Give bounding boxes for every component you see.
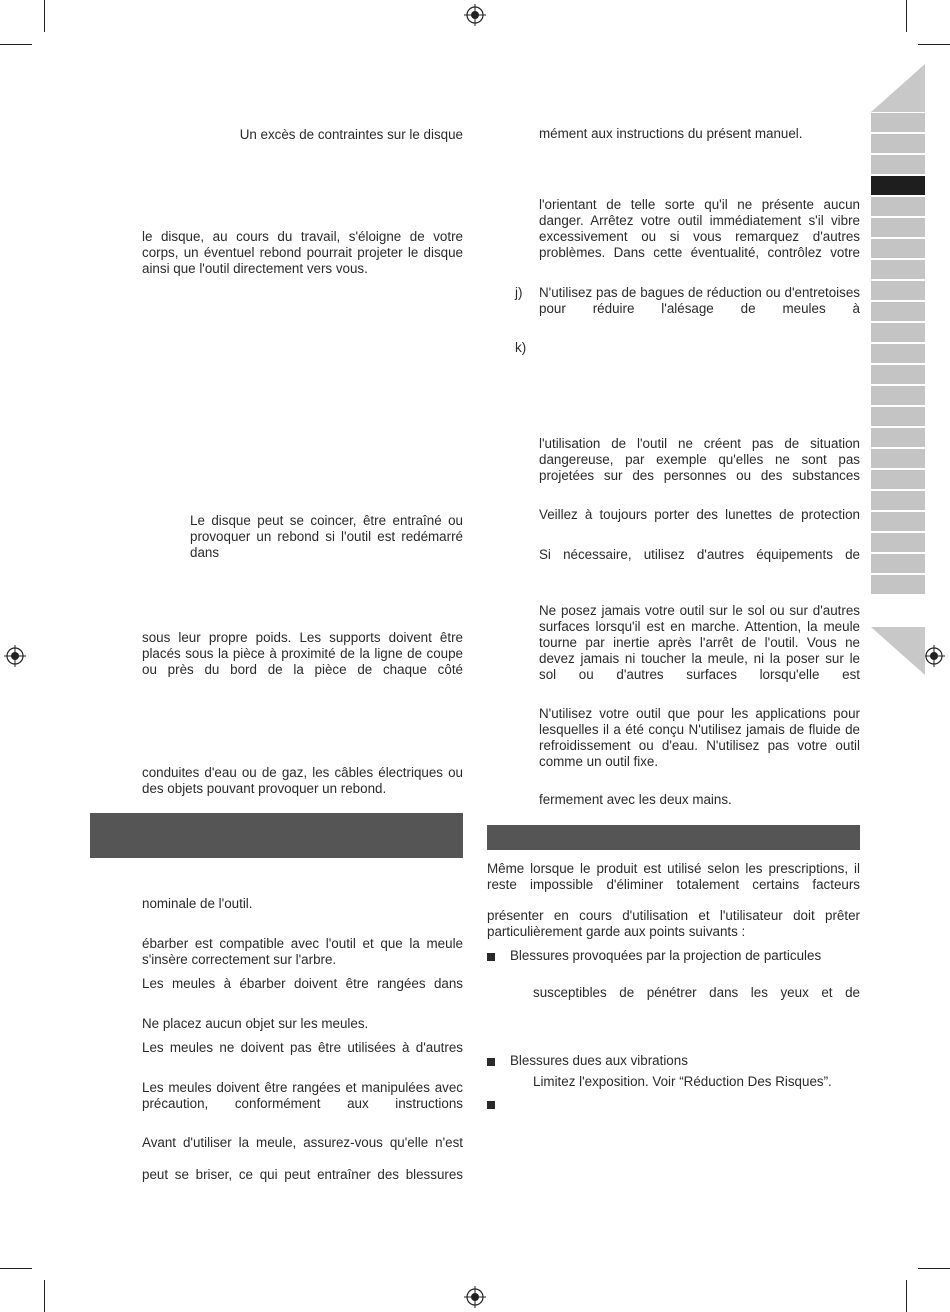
paragraph: Les meules à ébarber doivent être rangées dans: [142, 976, 463, 991]
side-tab: [871, 113, 925, 132]
paragraph: Les meules ne doivent pas être utilisées à d'autres: [142, 1040, 463, 1055]
bullet-sub-item: Limitez l'exposition. Voir “Réduction Des Risques”.: [533, 1074, 832, 1089]
paragraph: le disque, au cours du travail, s'éloigne de votre corps, un éventuel rebond pourrait projeter le disque ainsi que l'outil directement vers vous.: [142, 229, 463, 276]
side-tab: [871, 302, 925, 321]
bullet-square-icon: [487, 1101, 495, 1109]
side-tab: [871, 386, 925, 405]
list-label-j: j): [515, 285, 523, 300]
paragraph: N'utilisez pas de bagues de réduction ou d'entretoises pour réduire l'alésage de meules à: [539, 285, 860, 316]
crop-mark: [906, 0, 907, 32]
crop-mark: [44, 1280, 45, 1312]
paragraph: sous leur propre poids. Les supports doivent être placés sous la pièce à proximité de la ligne de coupe ou près du bord de la pièce de chaque côté: [142, 630, 463, 677]
paragraph: Veillez à toujours porter des lunettes de protection: [539, 507, 860, 522]
bullet-square-icon: [487, 1058, 495, 1066]
side-tab: [871, 218, 925, 237]
paragraph: peut se briser, ce qui peut entraîner des blessures: [142, 1167, 463, 1182]
paragraph: l'utilisation de l'outil ne créent pas de situation dangereuse, par exemple qu'elles ne sont pas projetées sur des personnes ou des substances: [539, 436, 860, 483]
side-language-tabs: [871, 113, 925, 596]
bullet-item: Blessures dues aux vibrations: [510, 1053, 688, 1068]
side-tab: [871, 533, 925, 552]
bullet-item: Blessures provoquées par la projection de particules: [510, 948, 822, 963]
side-tab: [871, 512, 925, 531]
crop-mark: [0, 44, 32, 45]
side-tab: [871, 281, 925, 300]
paragraph: Ne posez jamais votre outil sur le sol ou sur d'autres surfaces lorsqu'il est en marche. Attention, la meule tourne par inertie après l'arrêt de l'outil. Vous ne devez jamais ni toucher la meule, ni la poser sur le sol ou d'autres surfaces lorsqu'elle est: [539, 603, 860, 682]
side-tab-top-triangle: [871, 64, 925, 112]
paragraph: conduites d'eau ou de gaz, les câbles électriques ou des objets pouvant provoquer un rebond.: [142, 765, 463, 796]
side-tab: [871, 197, 925, 216]
registration-mark-icon: [464, 4, 486, 26]
paragraph: susceptibles de pénétrer dans les yeux et de: [533, 985, 860, 1000]
paragraph: Si nécessaire, utilisez d'autres équipements de: [539, 547, 860, 562]
side-tab: [871, 449, 925, 468]
side-tab: [871, 323, 925, 342]
side-tab: [871, 260, 925, 279]
side-tab: [871, 134, 925, 153]
section-header-bar: [90, 813, 463, 858]
paragraph: l'orientant de telle sorte qu'il ne présente aucun danger. Arrêtez votre outil immédiatement s'il vibre excessivement ou si vous remarquez d'autres problèmes. Dans cette éventualité, contrôlez votre: [539, 197, 860, 260]
paragraph: Un excès de contraintes sur le disque: [239, 127, 463, 142]
crop-mark: [44, 0, 45, 32]
side-tab: [871, 344, 925, 363]
paragraph: nominale de l'outil.: [142, 896, 253, 911]
list-label-k: k): [515, 340, 527, 355]
paragraph: présenter en cours d'utilisation et l'utilisateur doit prêter particulièrement garde aux points suivants :: [487, 908, 860, 939]
section-header-bar: [487, 825, 860, 850]
paragraph: N'utilisez votre outil que pour les applications pour lesquelles il a été conçu N'utilisez jamais de fluide de refroidissement ou d'eau. N'utilisez pas votre outil comme un outil fixe.: [539, 706, 860, 769]
crop-mark: [918, 44, 950, 45]
paragraph: mément aux instructions du présent manuel.: [539, 126, 803, 141]
paragraph: [142, 513, 463, 561]
registration-mark-icon: [4, 645, 26, 667]
side-tab: [871, 491, 925, 510]
side-tab: [871, 239, 925, 258]
side-tab: [871, 470, 925, 489]
side-tab: [871, 155, 925, 174]
side-tab: [871, 428, 925, 447]
paragraph: fermement avec les deux mains.: [539, 792, 732, 807]
paragraph: Ne placez aucun objet sur les meules.: [142, 1016, 369, 1031]
registration-mark-icon: [923, 645, 945, 667]
side-tab-active: [871, 176, 925, 195]
paragraph: Les meules doivent être rangées et manipulées avec précaution, conformément aux instructions: [142, 1080, 463, 1111]
side-tab: [871, 365, 925, 384]
crop-mark: [918, 1268, 950, 1269]
paragraph: ébarber est compatible avec l'outil et que la meule s'insère correctement sur l'arbre.: [142, 936, 463, 967]
side-tab-bottom-triangle: [871, 627, 925, 675]
side-tab: [871, 407, 925, 426]
bullet-square-icon: [487, 953, 495, 961]
side-tab: [871, 575, 925, 594]
crop-mark: [906, 1280, 907, 1312]
paragraph-text: Le disque peut se coincer, être entraîné ou provoquer un rebond si l'outil est redémarré dans: [190, 513, 463, 560]
crop-mark: [0, 1268, 32, 1269]
paragraph: Avant d'utiliser la meule, assurez-vous qu'elle n'est: [142, 1135, 463, 1150]
side-tab: [871, 554, 925, 573]
registration-mark-icon: [464, 1286, 486, 1308]
paragraph: Même lorsque le produit est utilisé selon les prescriptions, il reste impossible d'éliminer totalement certains facteurs: [487, 861, 860, 892]
